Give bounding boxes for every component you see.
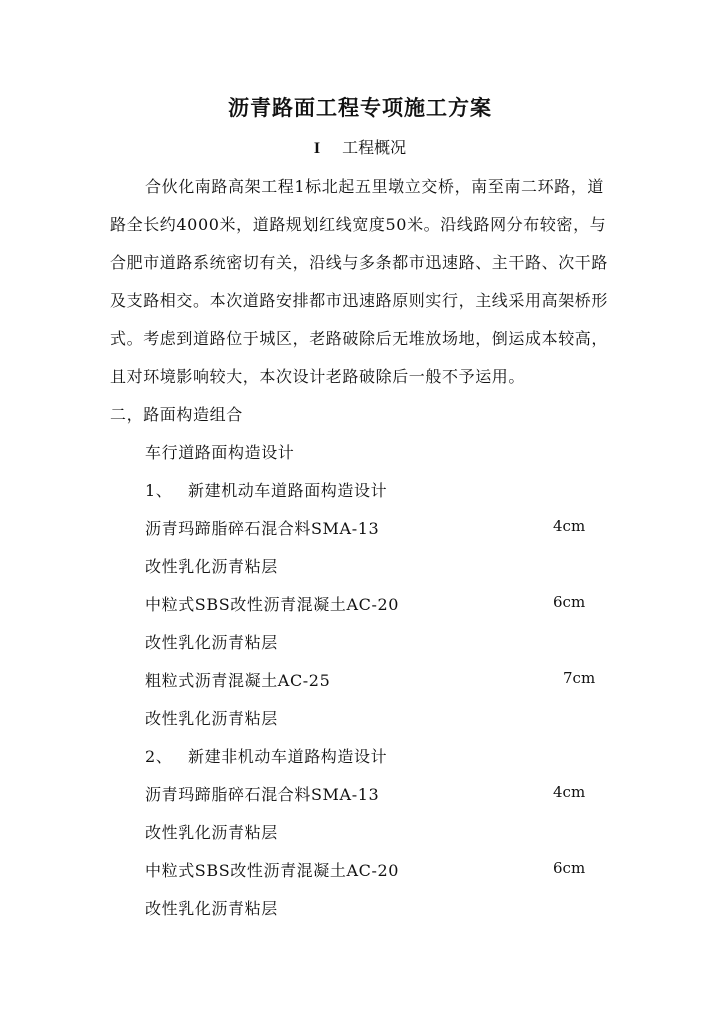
layer-name: 改性乳化沥青粘层 [145, 557, 278, 576]
intro-line: 式。考虑到道路位于城区，老路破除后无堆放场地，倒运成本较高， [110, 329, 609, 348]
layer-thickness: 4cm [553, 517, 586, 535]
layer-thickness: 4cm [553, 783, 586, 801]
section-1-number: I [313, 140, 321, 157]
layer-thickness: 6cm [553, 859, 586, 877]
layer-name: 改性乳化沥青粘层 [145, 899, 278, 918]
section-2-heading: 二，路面构造组合 [110, 405, 243, 424]
layer-name: 改性乳化沥青粘层 [145, 823, 278, 842]
part-2-number: 2、 [145, 747, 173, 766]
layer-thickness: 7cm [563, 669, 596, 687]
layer-name: 中粒式SBS改性沥青混凝土AC-20 [145, 861, 400, 880]
layer-name: 沥青玛蹄脂碎石混合料SMA-13 [145, 785, 380, 804]
intro-line: 路全长约4000米，道路规划红线宽度50米。沿线路网分布较密，与 [110, 215, 607, 234]
layer-name: 粗粒式沥青混凝土AC-25 [145, 671, 331, 690]
layer-name: 改性乳化沥青粘层 [145, 633, 278, 652]
part-1-number: 1、 [145, 481, 173, 500]
document-title: 沥青路面工程专项施工方案 [228, 95, 492, 120]
intro-line: 合伙化南路高架工程1标北起五里墩立交桥，南至南二环路，道 [145, 177, 604, 196]
intro-line: 合肥市道路系统密切有关，沿线与多条都市迅速路、主干路、次干路 [110, 253, 609, 272]
sub-heading: 车行道路面构造设计 [145, 443, 295, 462]
part-2-title: 新建非机动车道路构造设计 [188, 747, 388, 766]
section-1-heading [0, 135, 720, 158]
layer-name: 中粒式SBS改性沥青混凝土AC-20 [145, 595, 400, 614]
intro-line: 及支路相交。本次道路安排都市迅速路原则实行，主线采用高架桥形 [110, 291, 609, 310]
layer-name: 沥青玛蹄脂碎石混合料SMA-13 [145, 519, 380, 538]
section-1-label: 工程概况 [342, 138, 407, 157]
layer-thickness: 6cm [553, 593, 586, 611]
layer-name: 改性乳化沥青粘层 [145, 709, 278, 728]
intro-line: 且对环境影响较大，本次设计老路破除后一般不予运用。 [110, 367, 526, 386]
part-1-title: 新建机动车道路面构造设计 [188, 481, 388, 500]
